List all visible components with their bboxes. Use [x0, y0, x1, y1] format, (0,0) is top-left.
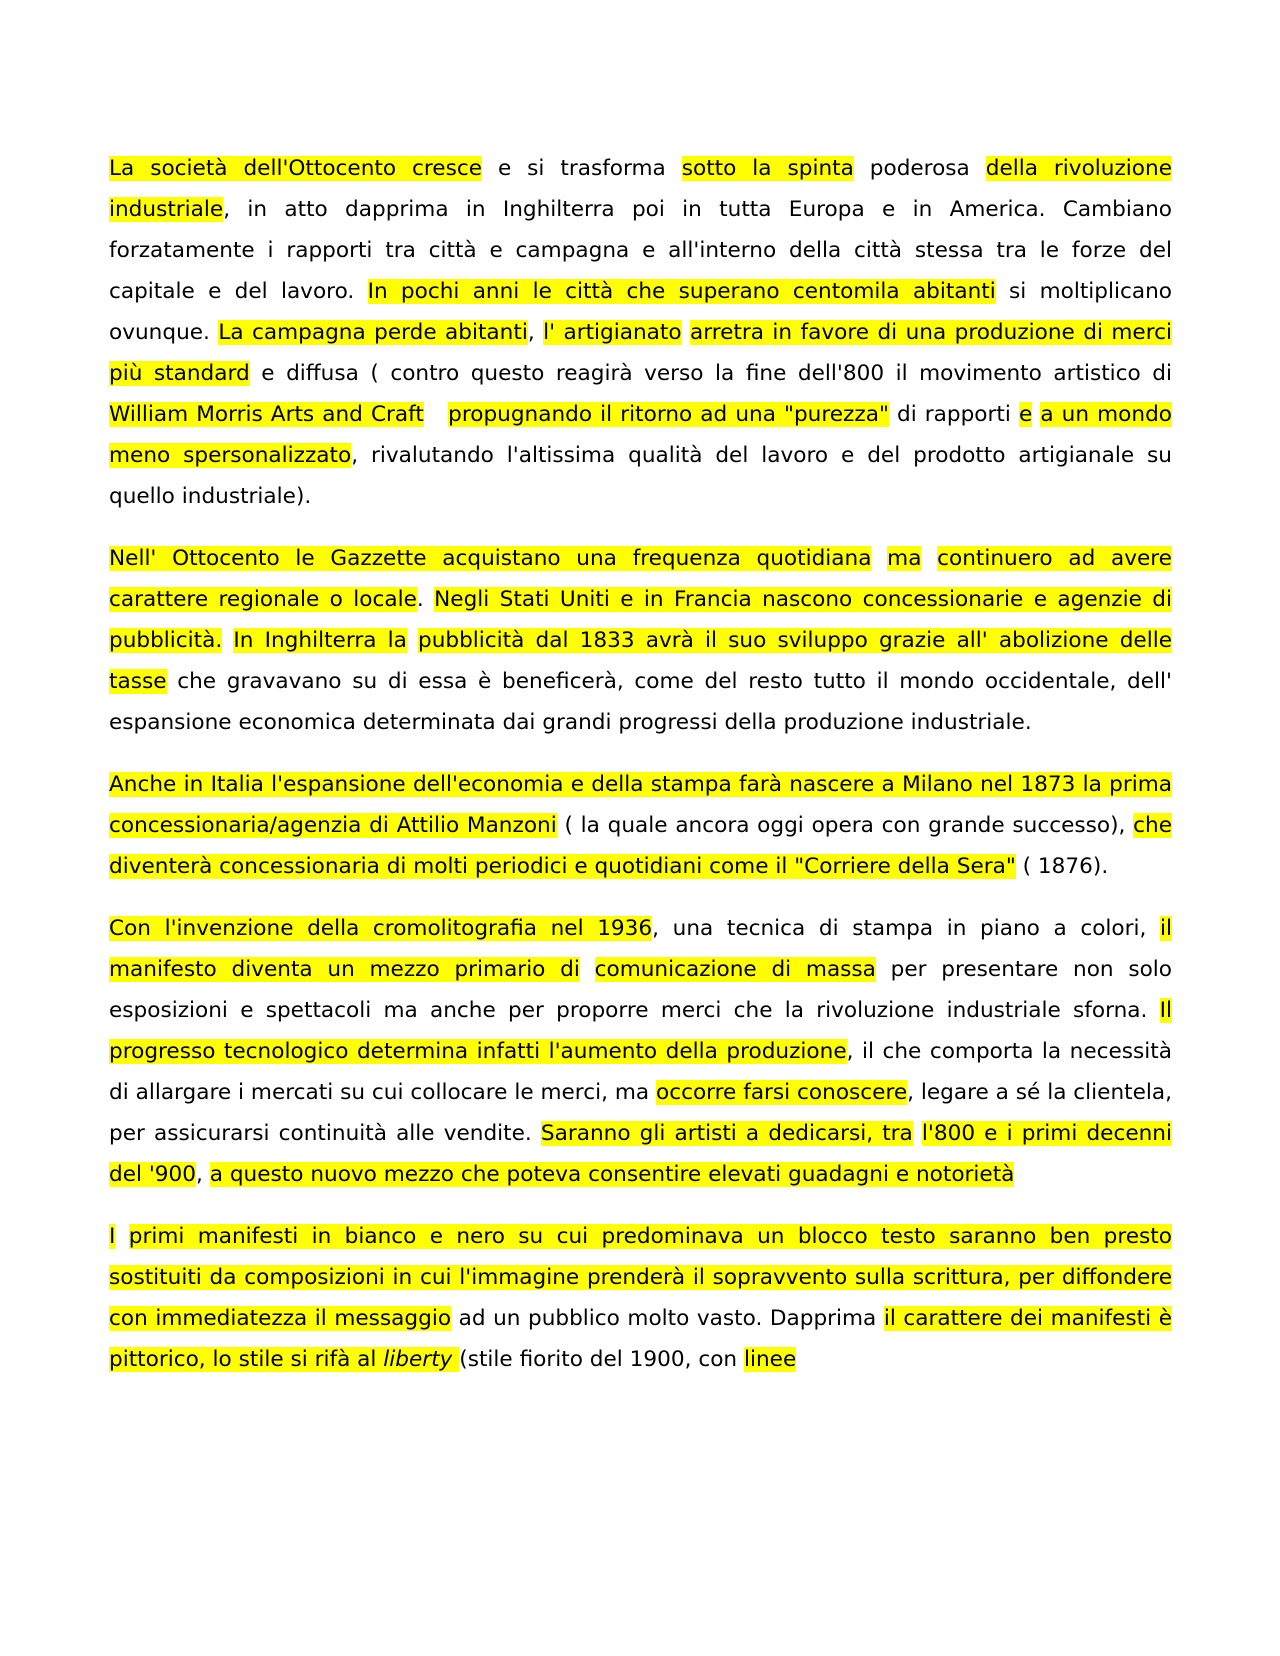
highlighted-text: Nell' Ottocento le Gazzette acquistano una frequenza quotidiana	[109, 546, 872, 571]
text-run	[580, 957, 595, 982]
highlighted-text: primi manifesti in bianco e nero su cui predominava un blocco testo saranno ben presto sostituiti da composizioni in cui l'immagine prenderà il sopravvento sulla scrittura, per diffondere con immediatezza il messaggio	[109, 1224, 1172, 1331]
text-run: , rivalutando l'altissima qualità del lavoro e del prodotto artigianale su quello industriale).	[109, 443, 1172, 509]
highlighted-text: Il progresso tecnologico determina infatti l'aumento della produzione	[109, 998, 1172, 1064]
highlighted-text: La campagna perde abitanti	[218, 320, 528, 345]
paragraph-2	[109, 538, 1172, 743]
highlighted-text: il carattere dei manifesti è pittorico, lo stile si rifà al	[109, 1306, 1172, 1372]
highlighted-text: ma	[887, 546, 922, 571]
highlighted-text: della rivoluzione industriale	[109, 156, 1172, 222]
highlighted-text: e	[1018, 402, 1033, 427]
text-run: , il che comporta la necessità di allargare i mercati su cui collocare le merci, ma	[109, 1039, 1172, 1105]
text-run: per presentare non solo esposizioni e spettacoli ma anche per proporre merci che la rivoluzione industriale sforna.	[109, 957, 1173, 1023]
text-run: si moltiplicano ovunque.	[109, 279, 1172, 345]
highlighted-text: William Morris Arts and Craft	[109, 402, 424, 427]
text-run: e si trasforma	[482, 156, 682, 181]
text-run: di rapporti	[888, 402, 1019, 427]
highlighted-text: Saranno gli artisti a dedicarsi, tra	[540, 1121, 913, 1146]
highlighted-text: occorre farsi conoscere	[655, 1080, 908, 1105]
highlighted-text: Con l'invenzione della cromolitografia nel 1936	[109, 916, 653, 941]
highlighted-text: comunicazione di massa	[594, 957, 876, 982]
text-run	[115, 1224, 128, 1249]
paragraph-5	[109, 1216, 1172, 1380]
text-run: .	[416, 587, 435, 612]
highlighted-text: pubblicità dal 1833 avrà il suo sviluppo grazie all' abolizione delle tasse	[109, 628, 1172, 694]
text-run: ad un pubblico molto vasto. Dapprima	[451, 1306, 884, 1331]
highlighted-text: che diventerà concessionaria di molti periodici e quotidiani come il "Corriere della Sera"	[109, 813, 1172, 879]
document-page	[109, 148, 1172, 1401]
highlighted-text: sotto la spinta	[681, 156, 854, 181]
highlighted-italic-text: liberty	[383, 1347, 453, 1372]
highlighted-text: a un mondo meno spersonalizzato	[109, 402, 1172, 468]
text-run	[407, 628, 418, 653]
highlighted-text: Negli Stati Uniti e in Francia nascono concessionarie e agenzie di pubblicità.	[109, 587, 1172, 653]
text-run: poderosa	[853, 156, 986, 181]
paragraph-4	[109, 908, 1172, 1195]
highlighted-text: linee	[743, 1347, 797, 1372]
text-run: ,	[196, 1162, 210, 1187]
highlighted-text: La società dell'Ottocento cresce	[109, 156, 482, 181]
text-run	[913, 1121, 922, 1146]
text-run	[921, 546, 937, 571]
text-run: ( 1876).	[1015, 854, 1109, 879]
highlighted-text: il manifesto diventa un mezzo primario di	[109, 916, 1172, 982]
text-run: ,	[527, 320, 544, 345]
text-run	[682, 320, 690, 345]
highlighted-text: In pochi anni le città che superano centomila abitanti	[367, 279, 996, 304]
text-run	[424, 402, 448, 427]
text-run: , una tecnica di stampa in piano a colori,	[652, 916, 1160, 941]
text-run	[871, 546, 887, 571]
text-run: ( la quale ancora oggi opera con grande successo),	[556, 813, 1134, 838]
highlighted-text: arretra in favore di una produzione di merci più standard	[109, 320, 1172, 386]
highlighted-text: a questo nuovo mezzo che poteva consentire elevati guadagni e notorietà	[209, 1162, 1015, 1187]
highlighted-text: I	[109, 1224, 116, 1249]
text-run: , legare a sé la clientela, per assicurarsi continuità alle vendite.	[109, 1080, 1173, 1146]
text-run: , in atto dapprima in Inghilterra poi in tutta Europa e in America. Cambiano forzatamente i rapporti tra città e campagna e all'interno della città stessa tra le forze del capitale e del lavoro.	[109, 197, 1172, 304]
highlighted-text: l'800 e i primi decenni del '900	[109, 1121, 1172, 1187]
paragraph-3	[109, 764, 1172, 887]
text-run: e diffusa ( contro questo reagirà verso la fine dell'800 il movimento artistico di	[249, 361, 1172, 386]
paragraph-1	[109, 148, 1172, 517]
highlighted-text: continuero ad avere carattere regionale o locale	[109, 546, 1172, 612]
highlighted-text: propugnando il ritorno ad una "purezza"	[448, 402, 889, 427]
text-run	[222, 628, 233, 653]
text-run: che gravavano su di essa è beneficerà, come del resto tutto il mondo occidentale, dell' espansione economica determinata dai grandi progressi della produzione industriale.	[109, 669, 1172, 735]
highlighted-text: In Inghilterra la	[233, 628, 407, 653]
text-run: (stile fiorito del 1900, con	[459, 1347, 744, 1372]
highlighted-text: Anche in Italia l'espansione dell'economia e della stampa farà nascere a Milano nel 1873 la prima concessionaria/agenzia di Attilio Manzoni	[109, 772, 1172, 838]
highlighted-text: l' artigianato	[543, 320, 682, 345]
